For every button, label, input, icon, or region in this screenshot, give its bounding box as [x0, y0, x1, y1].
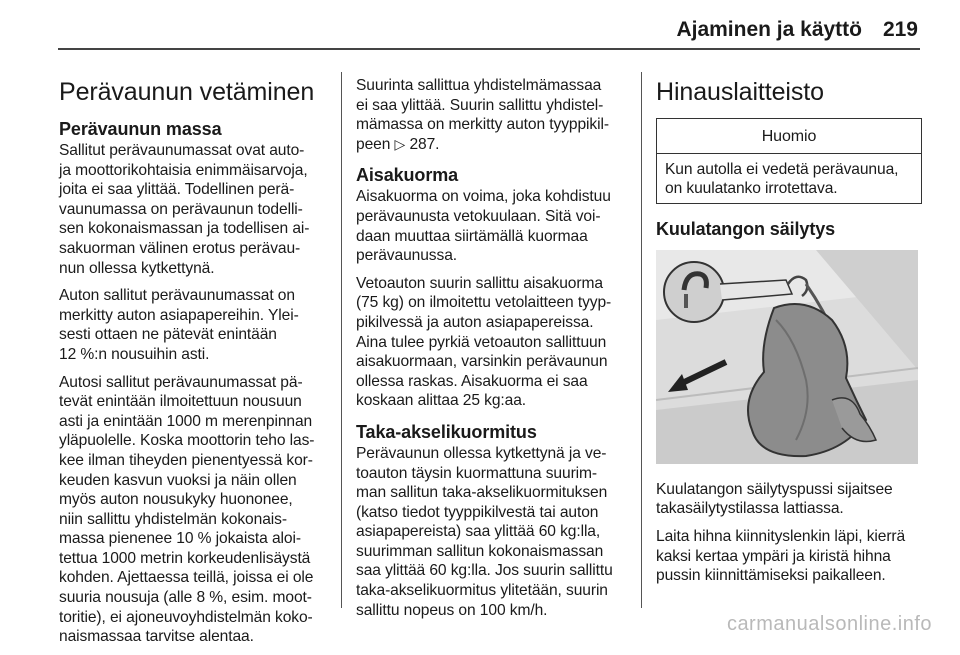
paragraph: Laita hihna kiinnityslenkin läpi, kierrä kaksi kertaa ympäri ja kiristä hihna pussin kiinnittämiseksi paikalleen.: [656, 527, 906, 585]
page-reference-link[interactable]: 287.: [409, 135, 440, 153]
column-middle: [356, 76, 634, 628]
paragraph: [356, 76, 634, 154]
main-heading-trailer-towing: Perävaunun vetäminen: [59, 78, 315, 106]
column-left: [59, 70, 331, 655]
page-reference-arrow-icon: ▷: [394, 135, 406, 152]
storage-bag-illustration: [656, 250, 918, 464]
heading-ball-bar-storage: Kuulatangon säilytys: [656, 218, 836, 239]
paragraph: Sallitut perävaunumassat ovat auto- ja moottorikohtaisia enimmäisarvoja, joita ei saa ylittää. Todellinen perä- vaunumassa on perävaunun todelli- sen kokonaismassan ja todellisen ai- sakuorman välinen erotus perävau- nun ollessa kytkettynä.: [59, 142, 310, 277]
paragraph: Vetoauton suurin sallittu aisakuorma (75 kg) on ilmoitettu vetolaitteen tyyp- pikilvessä ja auton asiapapereissa. Aina tulee pyrkiä vetoauton sallittuun aisakuormaan, varsinkin perävaunun ollessa raskas. Aisakuorma ei saa koskaan alittaa 25 kg:aa.: [356, 274, 612, 410]
notice-box: [656, 118, 922, 204]
heading-trailer-mass: Perävaunun massa: [59, 119, 222, 139]
heading-rear-axle-load: Taka-akselikuormitus: [356, 421, 537, 442]
paragraph-text: Suurinta sallittua yhdistelmämassaa ei saa ylittää. Suurin sallittu yhdistel- mämassa on merkitty auton tyyppikil- peen: [356, 77, 609, 153]
notice-text: Kun autolla ei vedetä perävaunua, on kuulatanko irrotettava.: [665, 160, 899, 198]
main-heading-towing-equipment: Hinauslaitteisto: [656, 78, 824, 106]
notice-body: [657, 154, 921, 203]
header-divider: [58, 48, 920, 50]
chapter-title: Ajaminen ja käyttö: [676, 18, 862, 41]
heading-tongue-load: Aisakuorma: [356, 165, 459, 186]
column-divider: [641, 72, 642, 608]
column-divider: [341, 72, 342, 608]
page-number: 219: [882, 18, 918, 41]
notice-title: Huomio: [657, 119, 921, 154]
paragraph: Autosi sallitut perävaunumassat pä- tevät enintään ilmoitettuun nousuun asti ja enintään 1000 m merenpinnan yläpuolelle. Koska moottorin teho las- kee ilman tiheyden pienentyessä kor- keuden kasvun vuoksi ja näin ollen myös auton nousukyky huononee, niin sallittu yhdistelmän kokonais- massa pienenee 10 % jokaista aloi- tettua 1000 metrin korkeudenlisäystä kohden. Ajettaessa teillä, joissa ei ole suuria nousuja (alle 8 %, esim. moot- toritie), ei ajoneuvoyhdistelmän koko- naismassaa tarvitse alentaa.: [59, 373, 315, 646]
paragraph: Perävaunun ollessa kytkettynä ja ve- toauton täysin kuormattuna suurim- man sallitun taka-akselikuormituksen (katso tiedot tyyppikilvestä tai auton asiapapereista) saa ylittää 60 kg:lla, suurimman sallitun kokonaismassan saa ylittää 60 kg:lla. Jos suurin sallittu taka-akselikuormitus ylitetään, suurin sallittu nopeus on 100 km/h.: [356, 444, 613, 619]
column-right: [656, 70, 922, 594]
page-header: [0, 14, 960, 44]
watermark-text: carmanualsonline.info: [726, 613, 932, 635]
paragraph: Kuulatangon säilytyspussi sijaitsee takasäilytystilassa lattiassa.: [656, 480, 893, 518]
paragraph: Aisakuorma on voima, joka kohdistuu perävaunusta vetokuulaan. Sitä voi- daan muuttaa siirtämällä kuormaa perävaunussa.: [356, 188, 611, 265]
paragraph: Auton sallitut perävaunumassat on merkitty auton asiapapereihin. Ylei- sesti ottaen ne pätevät enintään 12 %:n nousuihin asti.: [59, 287, 299, 363]
